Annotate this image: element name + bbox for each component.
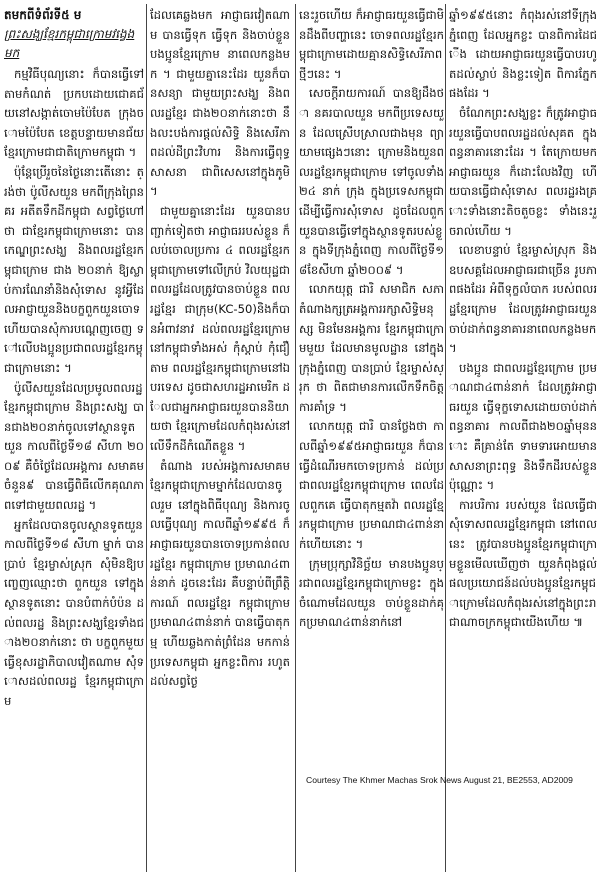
- article-paragraph: នេះរួចហើយ ក៏អាជ្ញាធរយួនធ្វើជាមិនដឹងពីបញ្ហានេះ ចោទពលរដ្ឋខ្មែរកម្ពុជាក្រោមដោយគ្មានសិទ្ធិសេរីភាពថ្មីៗនេះ ។: [299, 8, 444, 81]
- article-paragraph: លេខាបន្ទាប់ ខ្មែរម្ចាស់ស្រុក និងឧបសគ្គដែលអាជ្ញាធរជាច្រើន រូបភាពផងដែរ អំពីទុក្ខលំបាក របស់ពលរដ្ឋខ្មែរក្រោម ដែលត្រូវអាជ្ញាធរយួន ចាប់ដាក់ពន្ធនាគារនាពេលកន្លងមក ។: [449, 243, 597, 356]
- source-credit: Courtesy The Khmer Machas Srok News August 21, BE2553, AD2009: [306, 775, 573, 785]
- article-paragraph: តំណាង របស់អង្គការសមាគមខ្មែរកម្ពុជាក្រោមម្នាក់ដែលបានចូលរួម នៅក្នុងពិធីបុណ្យ និងការចូលធ្វើបុណ្យ កាលពីឆ្នាំ១៩៩៥ ក៏អាជ្ញាធរយួនបានចោទប្រកាន់ពលរដ្ឋខ្មែរ កម្ពុជាក្រោម ប្រមាណ៤ពាន់នាក់ ដូចនេះដែរ គឺបន្ទាប់ពីព្រឹត្តិការណ៍ ពលរដ្ឋខ្មែរ កម្ពុជាក្រោម ប្រមាណ៤ពាន់នាក់ បានធ្វើបាតុកម្ម ហើយឆ្លងកាត់ព្រំដែន មកកាន់ប្រទេសកម្ពុជា អ្នកខ្លះពិការ រហូតដល់សព្វថ្ងៃ: [150, 458, 290, 689]
- column-divider: [295, 4, 296, 872]
- article-paragraph: លោកយុត្ត ជារិ សមាជិក សភាតំណាងក្សត្រអង្គការរក្សាសិទ្ធិមនុស្ស មិនមែនអង្គការ ខ្មែរកម្ពុជាក្រោមមួយ ដែលមានមូលដ្ឋាន នៅក្នុងក្រុងភ្នំពេញ បានប្រាប់ ខ្មែរម្ចាស់ស្រុក ថា ពិតជាមានការលើកទឹកចិត្តការគាំទ្រ ។: [299, 282, 444, 414]
- article-paragraph: ដែលគេឆ្លងមក អាជ្ញាធរវៀតណាម បានធ្វើទុក ធ្វើទុក និងចាប់ខ្លួនបងប្អូនខ្មែរក្រោម នាពេលកន្លងមក ។ ជាមួយគ្នានេះដែរ យួនក៏បានសន្យា ជាមួយព្រះសង្ឃ និងពលរដ្ឋខ្មែរ ជាង២០នាក់នោះថា នឹងលះបង់ការផ្តល់សិទ្ធិ និងសេរីភាពដល់ដីព្រះវិហារ និងការធ្វើពុទ្ធសាសនា ជាពិសេសនៅក្នុងភូមិ ។: [150, 8, 290, 199]
- article-subheading: ព្រះសង្ឃខ្មែរកម្ពុជាក្រោមវង្វេង មក: [4, 27, 135, 60]
- article-column-1: [4, 6, 144, 870]
- article-column-3: [299, 6, 444, 870]
- continued-from-heading: តមកពីទំព័រទី៥ ម: [4, 8, 82, 22]
- article-paragraph: ឆ្នាំ១៩៩៥នោះ កំពុងរស់នៅទីក្រុងភ្នំពេញ ដែលអ្នកខ្លះ បានពិការដៃជើង ដោយអាជ្ញាធរយួនធ្វើបាបរហូតដល់ស្លាប់ និងខ្លះទៀត ពិការភ្នែកផងដែរ ។: [449, 8, 597, 101]
- article-paragraph: ការបរិការ របស់យួន ដែលធ្វើជាសុំទោសពលរដ្ឋខ្មែរកម្ពុជា នៅពេលនេះ ត្រូវបានបងប្អូនខ្មែរកម្ពុជាក្រោមខ្លួនមើលឃើញថា យួនកំពុងផ្តល់ផលប្រយោជន៍ដល់បងប្អូនខ្មែរកម្ពុជាក្រោមដែលកំពុងរស់នៅក្នុងព្រះរាជាណាចក្រកម្ពុជាយើងហើយ ៕: [449, 497, 597, 630]
- column-divider: [445, 4, 446, 872]
- column-divider: [146, 4, 147, 872]
- article-column-4: [449, 6, 597, 870]
- article-column-2: [150, 6, 290, 870]
- article-paragraph: អ្នកដែលបានចូលស្ថានទូតយួន កាលពីថ្ងៃទី១៨ សីហា ម្នាក់ បានប្រាប់ ខ្មែរម្ចាស់ស្រុក សុំមិនឱ្យបញ្ចេញឈ្មោះថា ពួកយួន ទៅក្នុងស្ថានទូតនោះ បានបំពាក់បំប៉ន ដល់ពលរដ្ឋ និងព្រះសង្ឃខ្មែរទាំងជាង២០នាក់នោះ ថា បក្ខពួកមួយធ្វើខុសរដ្ឋាភិបាលវៀតណាម សុំទោសដល់ពលរដ្ឋ ខ្មែរកម្ពុជាក្រោម: [4, 517, 144, 708]
- article-paragraph: កម្មវិធីបុណ្យនោះ ក៏បានធ្វើទៅតាមកំណត់ ប្រកបដោយជោគជ័យនៅសង្កាត់ចោមប៉ៃបែត ក្រុងចោមប៉ៃបែត ខេត្តបន្ទាយមានជ័យ ខ្មែរក្រោមជាជាតិក្រោមកម្ពុជា ។: [4, 67, 144, 160]
- article-paragraph: ចំណែកព្រះសង្ឃខ្លះ ក៏ត្រូវអាជ្ញាធរយួនធ្វើបាបពលរដ្ឋដល់សុគត ក្នុងពន្ធនាគារនោះដែរ ។ តែក្រោយមក អាជ្ញាធរយួន ក៏ដោះលែងវិញ ហើយបានធ្វើជាសុំទោស ពលរដ្ឋរងគ្រោះទាំងនោះតិចតួចខ្លះ ទាំងនេះរួចរាល់ហើយ ។: [449, 105, 597, 238]
- article-paragraph: ជាមួយគ្នានោះដែរ យួនបានបញ្ជាក់ទៀតថា អាជ្ញាធររបស់ខ្លួន ក៏លប់ចោលប្រការ ៤ ពលរដ្ឋខ្មែរកម្ពុជាក្រោមទៅលើក្រប់ វិលយុដ្ឋជាពលរដ្ឋដែលត្រូវបានចាប់ខ្លួន ពលរដ្ឋខ្មែរ ជាក្រុម(KC-50)និងក៏បានអំពាវនាវ ដល់ពលរដ្ឋខ្មែរក្រោមនៅកម្ពុជាទាំងអស់ កុំស្តាប់ កុំជឿតាម ពលរដ្ឋខ្មែរកម្ពុជាក្រោមនៅឯបរទេស ដូចជាសហរដ្ឋអាមេរិក ដែលជាអ្នកអាជ្ញាធរយួនបាននិយាយថា ខ្មែរក្រោមដែលកំពុងរស់នៅលើទឹកដីកំណើតខ្លួន ។: [150, 203, 290, 454]
- article-paragraph: បងប្អូន ជាពលរដ្ឋខ្មែរក្រោម ប្រមាណជា៤ពាន់នាក់ ដែលត្រូវអាជ្ញាធរយួន ធ្វើទុក្ខទោសដោយចាប់ដាក់ពន្ធនាគារ កាលពីជាង២០ឆ្នាំមុននោះ គឺគ្រាន់តែ ទាមទារអោយមានសាសនាព្រះពុទ្ធ និងទឹកដីរបស់ខ្លួន ប៉ុណ្ណោះ ។: [449, 360, 597, 493]
- article-paragraph: ក្រុមប្រុក្សាវិនិច្ឆ័យ មានបងប្អូនប្រជាពលរដ្ឋខ្មែរកម្ពុជាក្រោមខ្លះ ក្នុងចំណោមដែលយួន ចាប់ខ្លួនដាក់គុកប្រមាណ៤ពាន់នាក់នៅ: [299, 556, 444, 630]
- article-paragraph: ប៉ូលីសយួនដែលប្រមូលពលរដ្ឋខ្មែរកម្ពុជាក្រោម និងព្រះសង្ឃ បានជាង២០នាក់ចូលទៅស្ថានទូតយួន កាលពីថ្ងៃទី១៨ សីហា ២០០៩ គឺចំថ្ងៃដែលអង្គការ សមាគម ចំនួន៩ បានធ្វើពិធីលើកគុណភាពទៅជាមួយពលរដ្ឋ ។: [4, 380, 144, 513]
- article-paragraph: ប៉ុន្តែប្រើរួចនៃថ្ងៃនោះតើនោះ ត្រង់ថា ប៉ូលីសយួន មកពីក្រុងព្រៃនគរ អតីតទឹកដីកម្ពុជា សព្វថ្ងៃហៅថា ជាខ្មែរកម្ពុជាក្រោមនោះ បានកេណ្ឌព្រះសង្ឃ និងពលរដ្ឋខ្មែរកម្ពុជាក្រោម ជាង ២០នាក់ ឱ្យស្លាប់ការណែនាំនិងសុំទោស នូវអ្វីដែលអាជ្ញាយួននិងបក្ខពួកយួនចោទ ហើយបានសុំការបណ្តេញចេញ ទៅលើបងប្អូនប្រជាពលរដ្ឋខ្មែរកម្ពុជាក្រោមនោះ ។: [4, 164, 144, 375]
- article-paragraph: សេចក្តីរាយការណ៍ បានឱ្យដឹងថា នគរបាលយួន មកពីប្រទេសយួន ដែលស្រើបស្រាលជាងមុន ព្យាយាមផ្សេងៗនោះ ក្រោមនិងយួនពលរដ្ឋខ្មែរកម្ពុជាក្រោម ទៅចូលទាំង២៤ នាក់ ក្រុង ក្នុងប្រទេសកម្ពុជា ដើម្បីធ្វើការសុំទោស ដូចដែលពួកយួនបានធ្វើទៅក្នុងស្ថានទូតរបស់ខ្លួន ក្នុងទីក្រុងភ្នំពេញ កាលពីថ្ងៃទី១៨ខែសីហា ឆ្នាំ២០០៩ ។: [299, 86, 444, 277]
- article-paragraph: លោកយុត្ត ជារិ បានថ្លែងថា កាលពីឆ្នាំ១៩៩៥អាជ្ញាធរយួន ក៏បានធ្វើដំណើរមកចោទប្រកាន់ ដល់ប្រជាពលរដ្ឋខ្មែរកម្ពុជាក្រោម ពេលដែលពួកគេ ធ្វើបាតុកម្មតវ៉ា ពលរដ្ឋខ្មែរកម្ពុជាក្រោម ប្រមាណជា៤ពាន់នាក់ហើយនោះ ។: [299, 419, 444, 552]
